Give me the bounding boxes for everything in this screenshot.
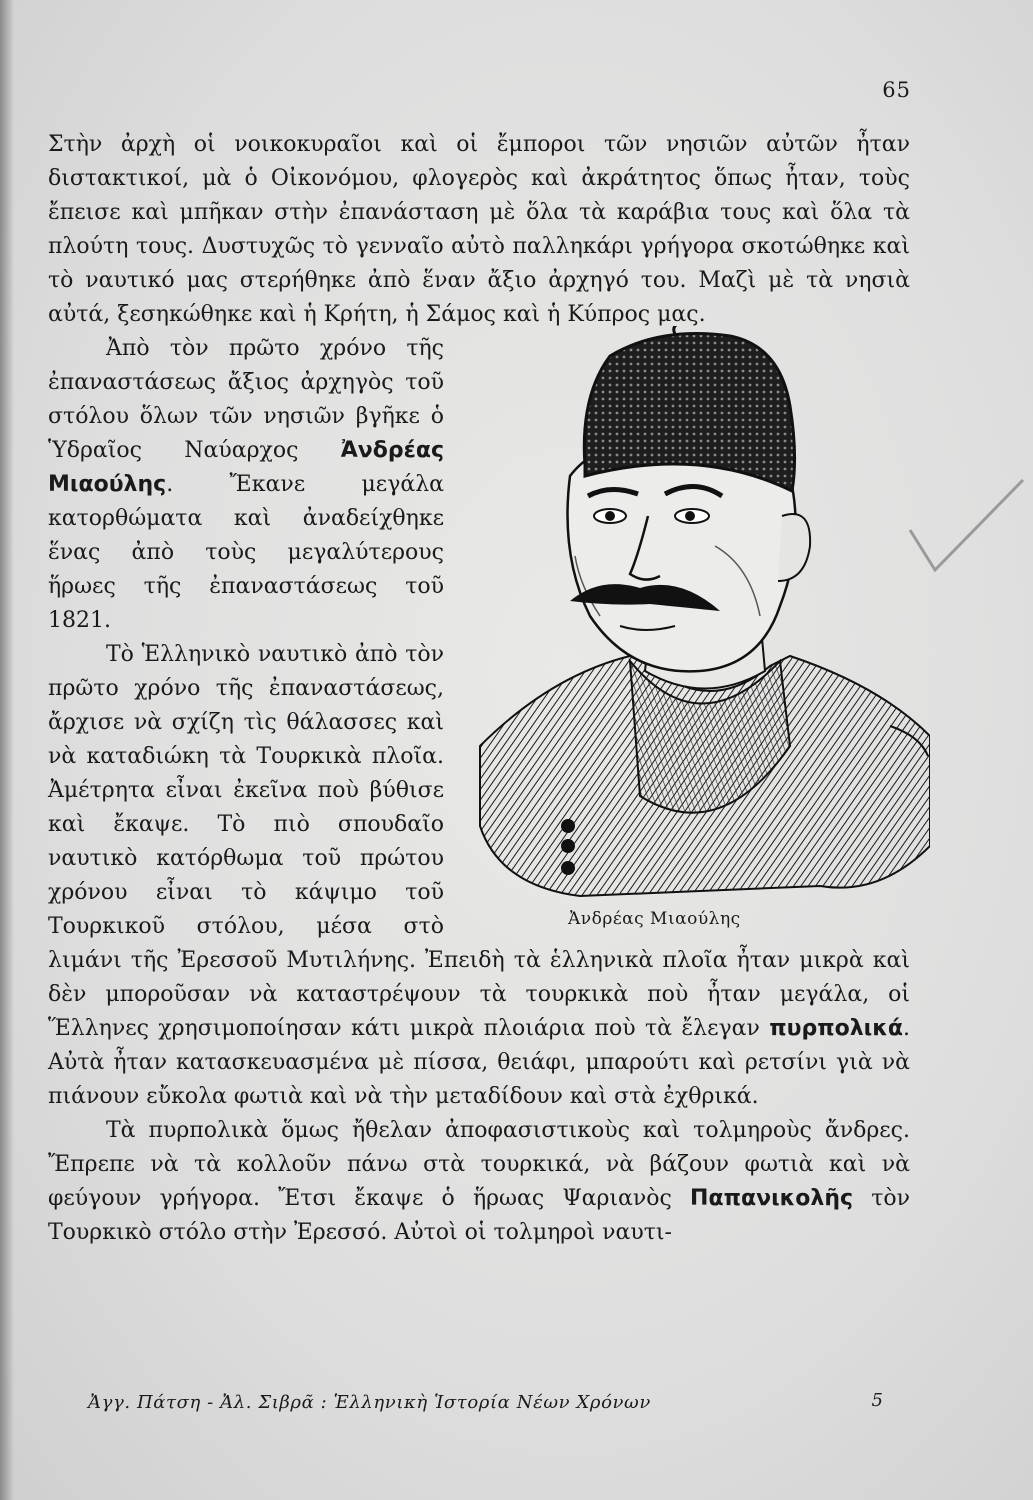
portrait-illustration [460,332,920,932]
portrait-caption: Ἀνδρέας Μιαούλης [568,909,741,929]
paragraph-4 [48,1114,910,1250]
paragraph-3-text-a: Τὸ Ἑλληνικὸ ναυτικὸ ἀπὸ τὸν πρῶτο χρόνο τῆς ἐπαναστάσεως, ἄρχισε νὰ σχίζη τὶς θάλασσες καὶ νὰ καταδιώκη τὰ Τουρκικὰ πλοῖα. Ἀμέτρητα εἶναι ἐκεῖνα ποὺ βύθισε καὶ ἔκαψε. Τὸ πιὸ σπουδαῖο ναυτικὸ κατόρθωμα τοῦ πρώτου χρόνου εἶναι τὸ κάψιμο τοῦ Τουρκικοῦ στόλου, μέσα στὸ λιμάνι τῆς Ἐρεσσοῦ Μυτιλήνης. Ἐπειδὴ τὰ ἑλληνικὰ πλοῖα ἦταν μικρὰ καὶ δὲν μποροῦσαν νὰ καταστρέψουν τὰ τουρκικὰ ποὺ ἦταν μεγάλα, οἱ Ἕλληνες χρησιμοποίησαν κάτι μικρὰ πλοιάρια ποὺ τὰ ἔλεγαν [48,642,910,1041]
page-number: 65 [882,78,911,102]
paragraph-3-text-b: . Αὐτὰ ἦταν κατασκευασμένα μὲ πίσσα, θειάφι, μπαρούτι καὶ ρετσίνι γιὰ νὰ πιάνουν εὔκολα φωτιὰ καὶ νὰ τὴν μεταδίδουν καὶ στὰ ἐχθρικά. [48,1016,910,1109]
page-edge-shadow [0,0,14,1500]
body-text [48,128,910,1250]
portrait-miaoulis-image [460,326,930,916]
footer-citation: Ἀγγ. Πάτση - Ἀλ. Σιβρᾶ : Ἑλληνικὴ Ἱστορία Νέων Χρόνων [88,1392,651,1413]
pencil-checkmark [905,470,1025,590]
paragraph-4-text-a: Τὰ πυρπολικὰ ὅμως ἤθελαν ἀποφασιστικοὺς καὶ τολμηροὺς ἄνδρες. Ἔπρεπε νὰ τὰ κολλοῦν πάνω στὰ τουρκικά, νὰ βάζουν φωτιὰ καὶ νὰ φεύγουν γρήγορα. Ἔτσι ἔκαψε ὁ ἥρωας Ψαριανὸς [48,1118,910,1211]
bold-name-miaoulis: Ἀνδρέας Μιαούλης [48,438,444,497]
paragraph-2-text-a: Ἀπὸ τὸν πρῶτο χρόνο τῆς ἐπαναστάσεως ἄξιος ἀρχηγὸς τοῦ στόλου ὅλων τῶν νησιῶν βγῆκε ὁ Ὑδραῖος Ναύαρχος [48,336,444,463]
bold-term-pyrpolika: πυρπολικά [769,1016,903,1041]
paragraph-2-text-b: . Ἔκανε μεγάλα κατορθώματα καὶ ἀναδείχθηκε ἕνας ἀπὸ τοὺς μεγαλύτερους ἥρωες τῆς ἐπαναστάσεως τοῦ 1821. [48,472,444,633]
bold-name-papanikolis: Παπανικολῆς [690,1186,854,1211]
paragraph-1 [48,128,910,332]
paragraph-4-text-b: τὸν Τουρκικὸ στόλο στὴν Ἐρεσσό. Αὐτοὶ οἱ τολμηροὶ ναυτι- [48,1186,910,1245]
paragraph-1-text: Στὴν ἀρχὴ οἱ νοικοκυραῖοι καὶ οἱ ἔμποροι τῶν νησιῶν αὐτῶν ἦταν διστακτικοί, μὰ ὁ Οἰκονόμου, φλογερὸς καὶ ἀκράτητος ὅπως ἦταν, τοὺς ἔπεισε καὶ μπῆκαν στὴν ἐπανάσταση μὲ ὅλα τὰ καράβια τους καὶ ὅλα τὰ πλούτη τους. Δυστυχῶς τὸ γενναῖο αὐτὸ παλληκάρι γρήγορα σκοτώθηκε καὶ τὸ ναυτικό μας στερήθηκε ἀπὸ ἕναν ἄξιο ἀρχηγό του. Μαζὶ μὲ τὰ νησιὰ αὐτά, ξεσηκώθηκε καὶ ἡ Κρήτη, ἡ Σάμος καὶ ἡ Κύπρος μας. [48,132,910,327]
signature-number: 5 [871,1390,883,1411]
